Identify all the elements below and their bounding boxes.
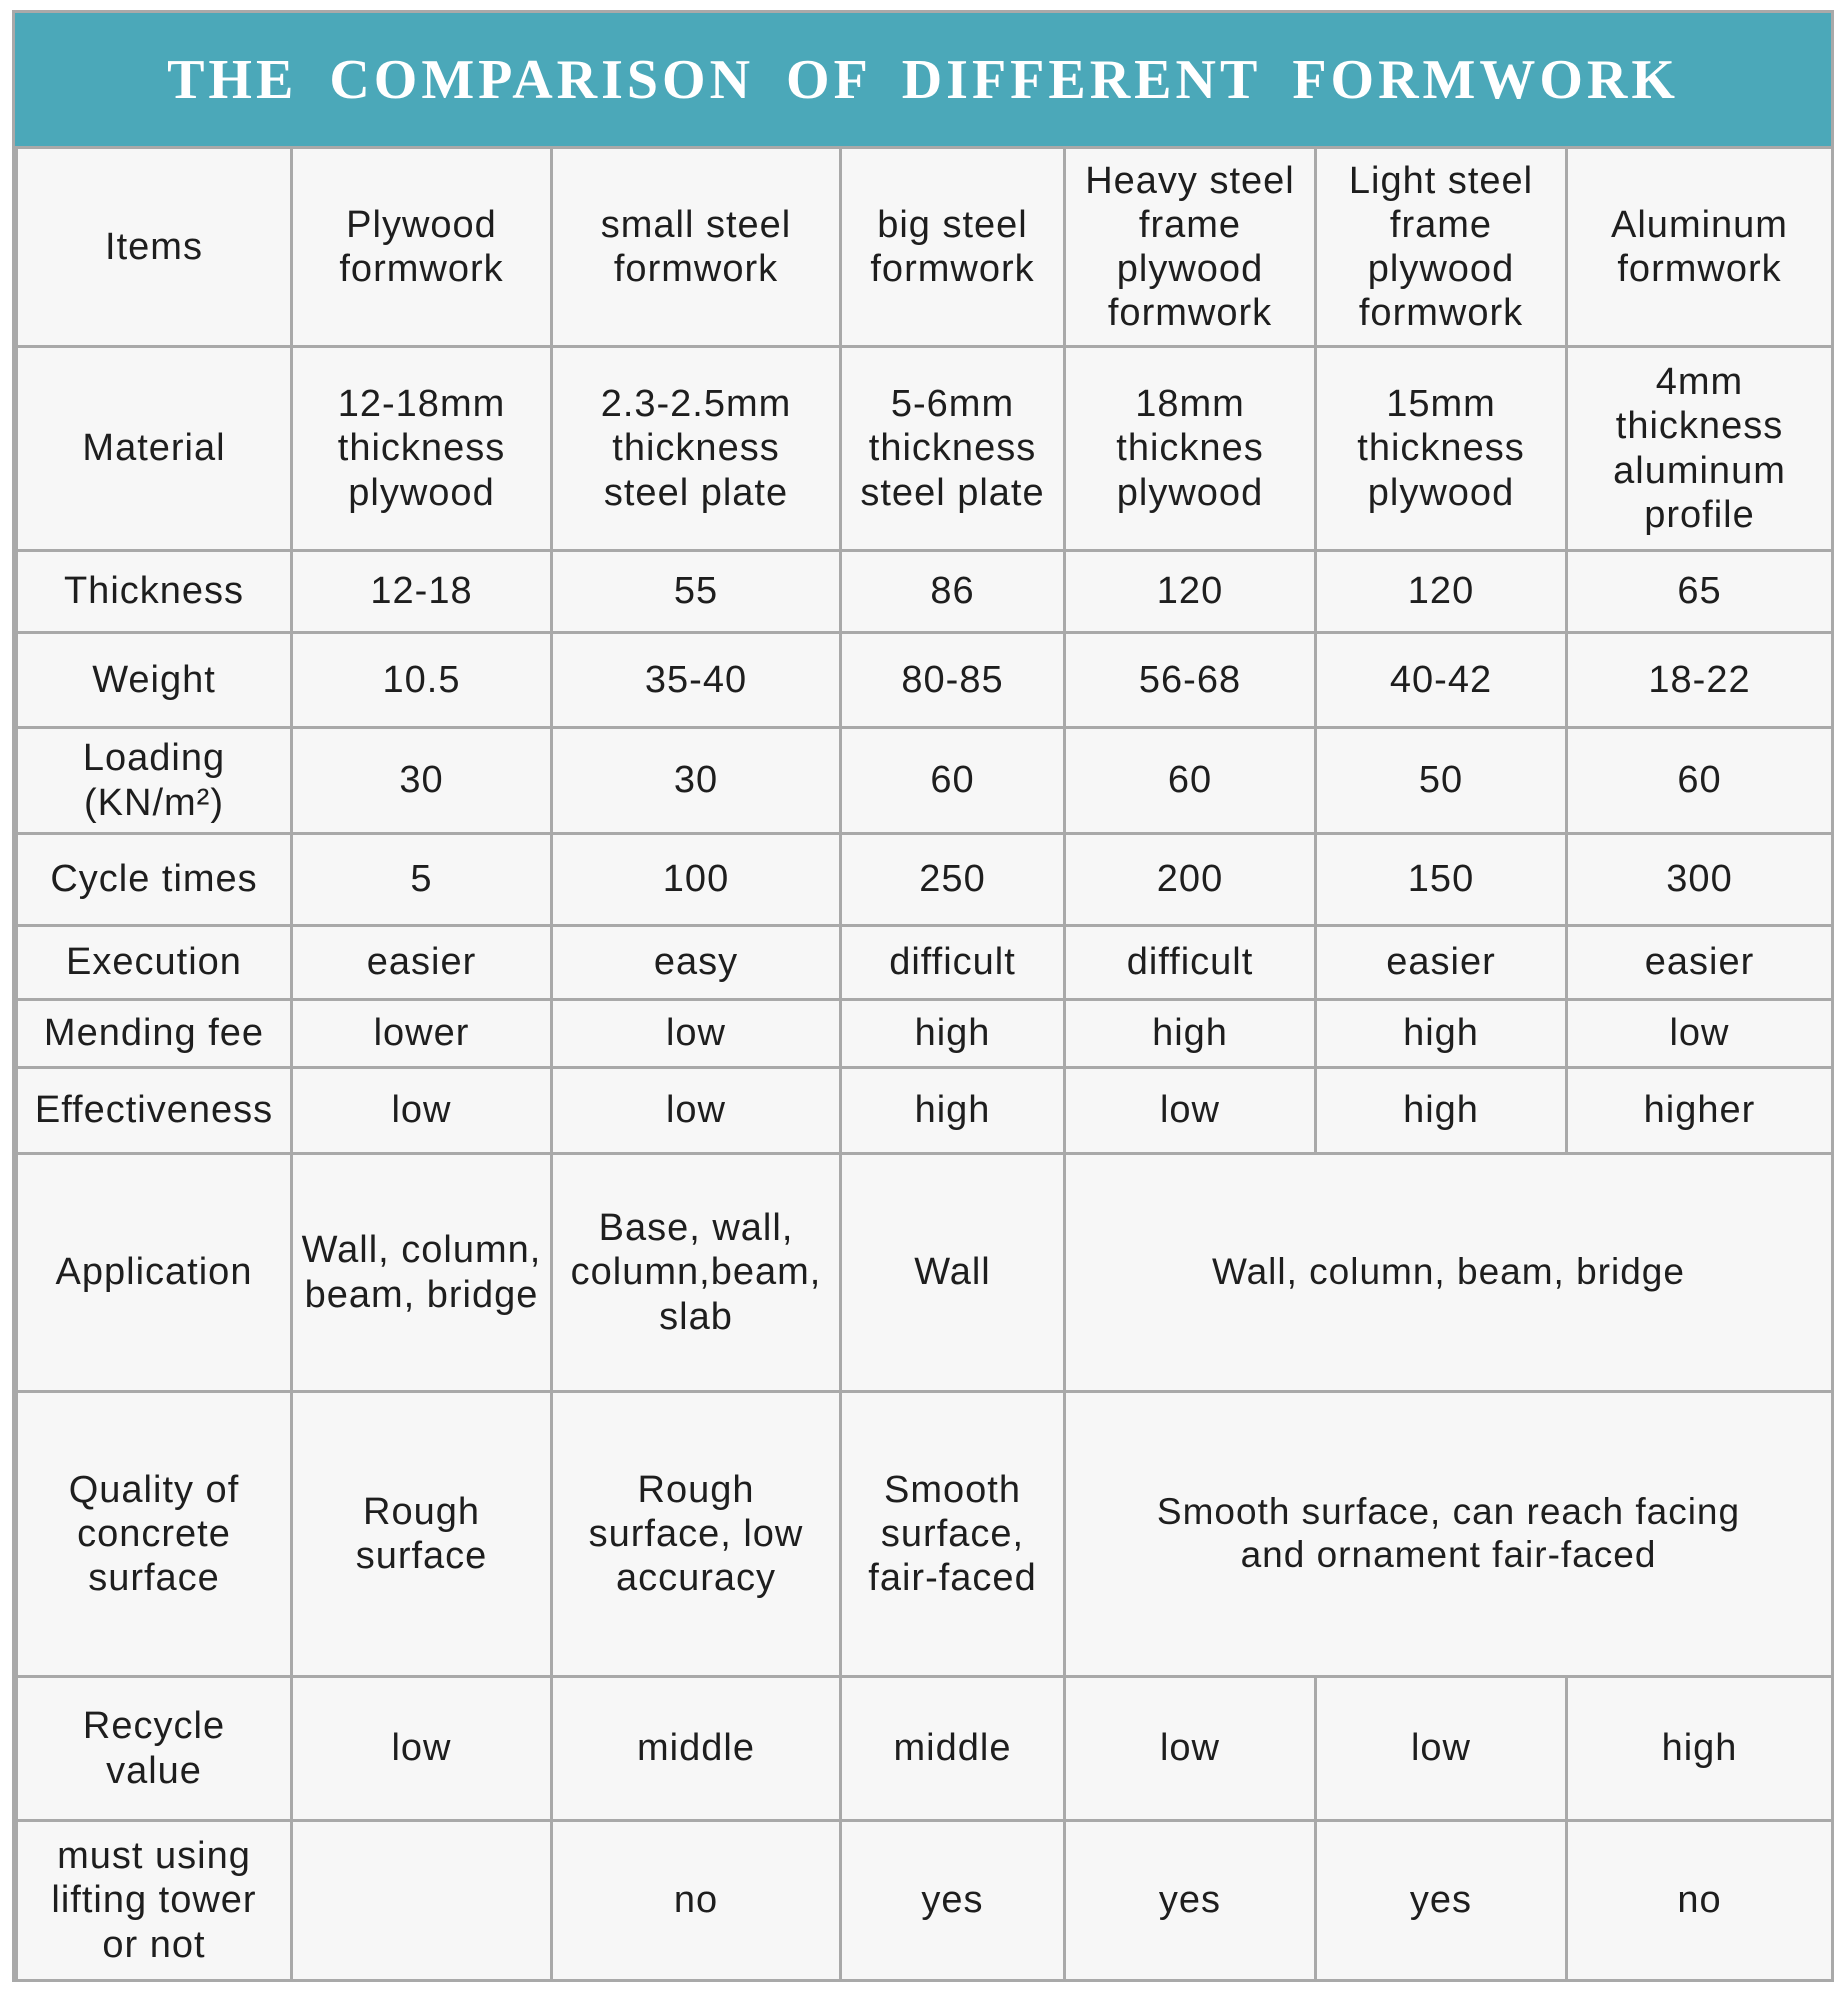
column-header: Heavy steel frame plywood formwork bbox=[1065, 148, 1316, 347]
table-cell: 4mm thickness aluminum profile bbox=[1567, 347, 1833, 551]
table-cell: lower bbox=[292, 1000, 552, 1068]
table-cell: high bbox=[1065, 1000, 1316, 1068]
row-label: Weight bbox=[17, 633, 292, 728]
table-row bbox=[17, 1677, 1833, 1821]
column-header: Light steel frame plywood formwork bbox=[1316, 148, 1567, 347]
table-cell: yes bbox=[1065, 1821, 1316, 1981]
row-label: Quality of concrete surface bbox=[17, 1392, 292, 1677]
table-row bbox=[17, 347, 1833, 551]
row-label: Mending fee bbox=[17, 1000, 292, 1068]
table-cell: 35-40 bbox=[552, 633, 841, 728]
table-cell: easier bbox=[292, 926, 552, 1000]
row-label: Material bbox=[17, 347, 292, 551]
table-row bbox=[17, 1068, 1833, 1154]
table-cell: 15mm thickness plywood bbox=[1316, 347, 1567, 551]
table-row bbox=[17, 926, 1833, 1000]
table-cell: 60 bbox=[1567, 728, 1833, 834]
table-cell: 30 bbox=[552, 728, 841, 834]
table-cell: yes bbox=[1316, 1821, 1567, 1981]
table-row bbox=[17, 1821, 1833, 1981]
table-cell: Base, wall, column,beam, slab bbox=[552, 1154, 841, 1392]
table-cell: 30 bbox=[292, 728, 552, 834]
table-cell: 65 bbox=[1567, 551, 1833, 633]
table-cell: 40-42 bbox=[1316, 633, 1567, 728]
table-cell: low bbox=[552, 1000, 841, 1068]
row-label: Cycle times bbox=[17, 834, 292, 926]
header-row bbox=[17, 148, 1833, 347]
table-body bbox=[17, 148, 1833, 1981]
table-cell: Rough surface bbox=[292, 1392, 552, 1677]
table-row bbox=[17, 551, 1833, 633]
table-cell: 86 bbox=[841, 551, 1065, 633]
table-row bbox=[17, 834, 1833, 926]
table-cell: 56-68 bbox=[1065, 633, 1316, 728]
row-label: Loading (KN/m²) bbox=[17, 728, 292, 834]
table-cell: no bbox=[552, 1821, 841, 1981]
table-row bbox=[17, 1154, 1833, 1392]
table-cell: Wall, column, beam, bridge bbox=[292, 1154, 552, 1392]
table-cell: 12-18 bbox=[292, 551, 552, 633]
table-cell: middle bbox=[552, 1677, 841, 1821]
page-title: THE COMPARISON OF DIFFERENT FORMWORK bbox=[15, 13, 1831, 146]
table-row bbox=[17, 1392, 1833, 1677]
table-row bbox=[17, 728, 1833, 834]
table-cell: 60 bbox=[1065, 728, 1316, 834]
table-cell: Rough surface, low accuracy bbox=[552, 1392, 841, 1677]
comparison-table bbox=[15, 146, 1834, 1982]
column-header: big steel formwork bbox=[841, 148, 1065, 347]
merged-cell: Wall, column, beam, bridge bbox=[1065, 1154, 1833, 1392]
table-cell: 250 bbox=[841, 834, 1065, 926]
table-cell: low bbox=[1316, 1677, 1567, 1821]
table-cell: 12-18mm thickness plywood bbox=[292, 347, 552, 551]
table-cell: low bbox=[1065, 1677, 1316, 1821]
table-cell: low bbox=[1567, 1000, 1833, 1068]
table-cell: 2.3-2.5mm thickness steel plate bbox=[552, 347, 841, 551]
table-cell: Smooth surface, fair-faced bbox=[841, 1392, 1065, 1677]
table-cell: 120 bbox=[1316, 551, 1567, 633]
row-label: Application bbox=[17, 1154, 292, 1392]
comparison-panel bbox=[12, 10, 1834, 1982]
table-cell: 10.5 bbox=[292, 633, 552, 728]
table-cell: difficult bbox=[1065, 926, 1316, 1000]
table-cell: 55 bbox=[552, 551, 841, 633]
table-cell: low bbox=[1065, 1068, 1316, 1154]
table-cell: easy bbox=[552, 926, 841, 1000]
table-cell bbox=[292, 1821, 552, 1981]
table-cell: Wall bbox=[841, 1154, 1065, 1392]
table-cell: low bbox=[292, 1068, 552, 1154]
column-header: Aluminum formwork bbox=[1567, 148, 1833, 347]
table-cell: 5 bbox=[292, 834, 552, 926]
table-cell: easier bbox=[1567, 926, 1833, 1000]
table-cell: easier bbox=[1316, 926, 1567, 1000]
table-row bbox=[17, 1000, 1833, 1068]
table-cell: 120 bbox=[1065, 551, 1316, 633]
row-label: Execution bbox=[17, 926, 292, 1000]
table-cell: higher bbox=[1567, 1068, 1833, 1154]
table-cell: 100 bbox=[552, 834, 841, 926]
row-label: Recycle value bbox=[17, 1677, 292, 1821]
table-cell: high bbox=[1316, 1000, 1567, 1068]
row-label: Thickness bbox=[17, 551, 292, 633]
table-cell: high bbox=[841, 1000, 1065, 1068]
table-cell: no bbox=[1567, 1821, 1833, 1981]
table-cell: yes bbox=[841, 1821, 1065, 1981]
table-cell: 80-85 bbox=[841, 633, 1065, 728]
column-header: small steel formwork bbox=[552, 148, 841, 347]
table-cell: 300 bbox=[1567, 834, 1833, 926]
table-cell: 18-22 bbox=[1567, 633, 1833, 728]
column-header: Items bbox=[17, 148, 292, 347]
table-cell: 150 bbox=[1316, 834, 1567, 926]
row-label: must using lifting tower or not bbox=[17, 1821, 292, 1981]
table-cell: low bbox=[552, 1068, 841, 1154]
row-label: Effectiveness bbox=[17, 1068, 292, 1154]
table-cell: 5-6mm thickness steel plate bbox=[841, 347, 1065, 551]
table-cell: middle bbox=[841, 1677, 1065, 1821]
table-cell: 18mm thicknes plywood bbox=[1065, 347, 1316, 551]
table-cell: low bbox=[292, 1677, 552, 1821]
table-cell: difficult bbox=[841, 926, 1065, 1000]
table-cell: 60 bbox=[841, 728, 1065, 834]
column-header: Plywood formwork bbox=[292, 148, 552, 347]
table-cell: 50 bbox=[1316, 728, 1567, 834]
table-cell: high bbox=[1316, 1068, 1567, 1154]
table-cell: high bbox=[841, 1068, 1065, 1154]
table-cell: high bbox=[1567, 1677, 1833, 1821]
table-cell: 200 bbox=[1065, 834, 1316, 926]
merged-cell: Smooth surface, can reach facing and ornament fair-faced bbox=[1065, 1392, 1833, 1677]
table-row bbox=[17, 633, 1833, 728]
